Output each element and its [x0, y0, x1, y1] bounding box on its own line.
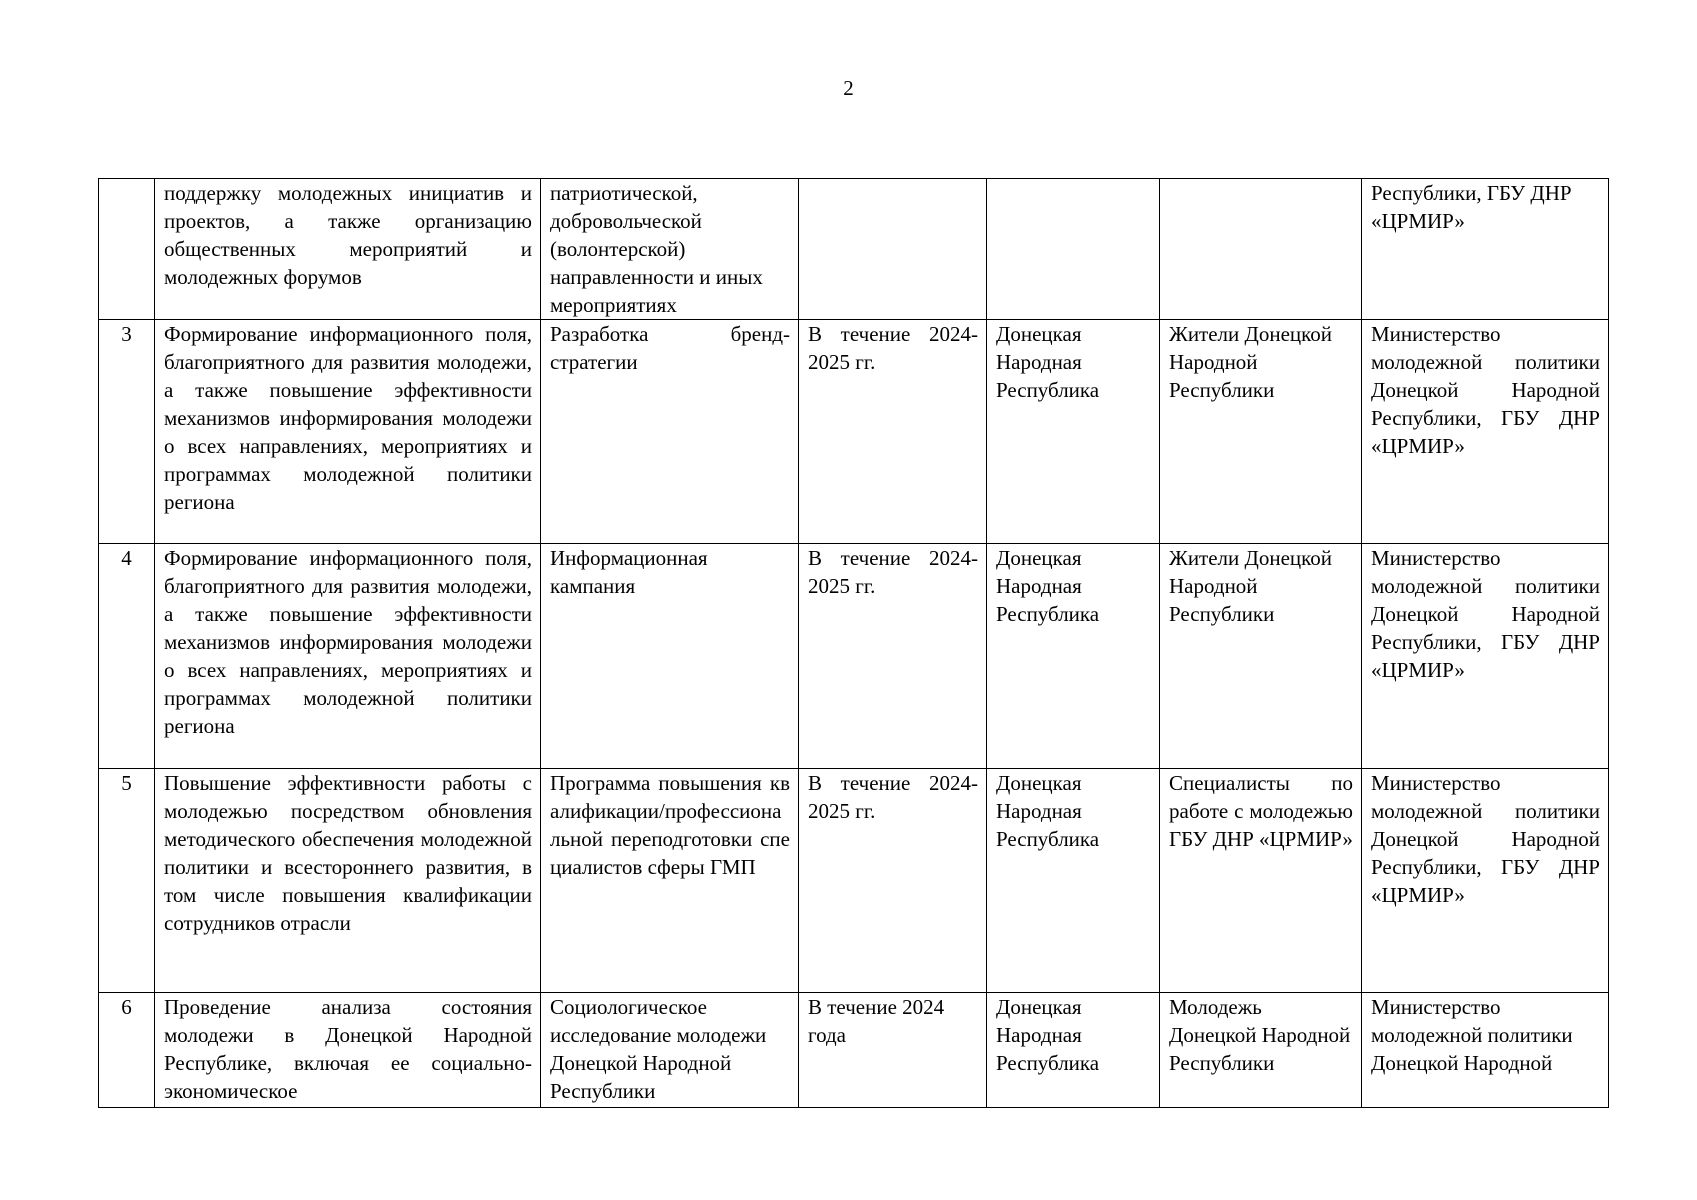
- row-number: [99, 179, 155, 320]
- event-cell: Программа повышения квалификации/профессиональной переподготовки специалистов сферы ГМП: [541, 769, 799, 993]
- responsible-cell: Министерство молодежной политики Донецкой Народной: [1362, 993, 1609, 1108]
- task-cell: Повышение эффективности работы с молодежью посредством обновления методического обеспечения молодежной политики и всестороннего развития, в том числе повышения квалификации сотрудников отрасли: [155, 769, 541, 993]
- row-number: 4: [99, 544, 155, 769]
- task-cell: поддержку молодежных инициатив и проектов, а также организацию общественных мероприятий и молодежных форумов: [155, 179, 541, 320]
- audience-cell: Жители Донецкой Народной Республики: [1160, 544, 1362, 769]
- table-row: [99, 544, 1609, 769]
- audience-cell: [1160, 179, 1362, 320]
- period-cell: В течение 2024-2025 гг.: [799, 320, 987, 544]
- location-cell: Донецкая Народная Республика: [987, 769, 1160, 993]
- responsible-cell: Министерство молодежной политики Донецкой Народной Республики, ГБУ ДНР «ЦРМИР»: [1362, 320, 1609, 544]
- period-cell: В течение 2024-2025 гг.: [799, 769, 987, 993]
- audience-cell: Жители Донецкой Народной Республики: [1160, 320, 1362, 544]
- page-number: 2: [843, 76, 854, 100]
- event-cell: патриотической, добровольческой (волонтерской) направленности и иных мероприятиях: [541, 179, 799, 320]
- location-cell: Донецкая Народная Республика: [987, 993, 1160, 1108]
- responsible-cell: Министерство молодежной политики Донецкой Народной Республики, ГБУ ДНР «ЦРМИР»: [1362, 769, 1609, 993]
- event-cell: Разработка бренд-стратегии: [541, 320, 799, 544]
- task-cell: Формирование информационного поля, благоприятного для развития молодежи, а также повышение эффективности механизмов информирования молодежи о всех направлениях, мероприятиях и программах молодежной политики региона: [155, 544, 541, 769]
- table-row: [99, 769, 1609, 993]
- task-cell: Формирование информационного поля, благоприятного для развития молодежи, а также повышение эффективности механизмов информирования молодежи о всех направлениях, мероприятиях и программах молодежной политики региона: [155, 320, 541, 544]
- location-cell: Донецкая Народная Республика: [987, 320, 1160, 544]
- period-cell: [799, 179, 987, 320]
- responsible-cell: Республики, ГБУ ДНР «ЦРМИР»: [1362, 179, 1609, 320]
- table-row: [99, 179, 1609, 320]
- event-cell: Информационная кампания: [541, 544, 799, 769]
- table-row: [99, 320, 1609, 544]
- row-number: 5: [99, 769, 155, 993]
- location-cell: Донецкая Народная Республика: [987, 544, 1160, 769]
- task-cell: Проведение анализа состояния молодежи в Донецкой Народной Республике, включая ее социально-экономическое: [155, 993, 541, 1108]
- responsible-cell: Министерство молодежной политики Донецкой Народной Республики, ГБУ ДНР «ЦРМИР»: [1362, 544, 1609, 769]
- period-cell: В течение 2024-2025 гг.: [799, 544, 987, 769]
- row-number: 3: [99, 320, 155, 544]
- period-cell: В течение 2024 года: [799, 993, 987, 1108]
- location-cell: [987, 179, 1160, 320]
- measures-table: [98, 178, 1609, 1108]
- row-number: 6: [99, 993, 155, 1108]
- audience-cell: Специалисты по работе с молодежью ГБУ ДНР «ЦРМИР»: [1160, 769, 1362, 993]
- audience-cell: Молодежь Донецкой Народной Республики: [1160, 993, 1362, 1108]
- table-row: [99, 993, 1609, 1108]
- event-cell: Социологическое исследование молодежи Донецкой Народной Республики: [541, 993, 799, 1108]
